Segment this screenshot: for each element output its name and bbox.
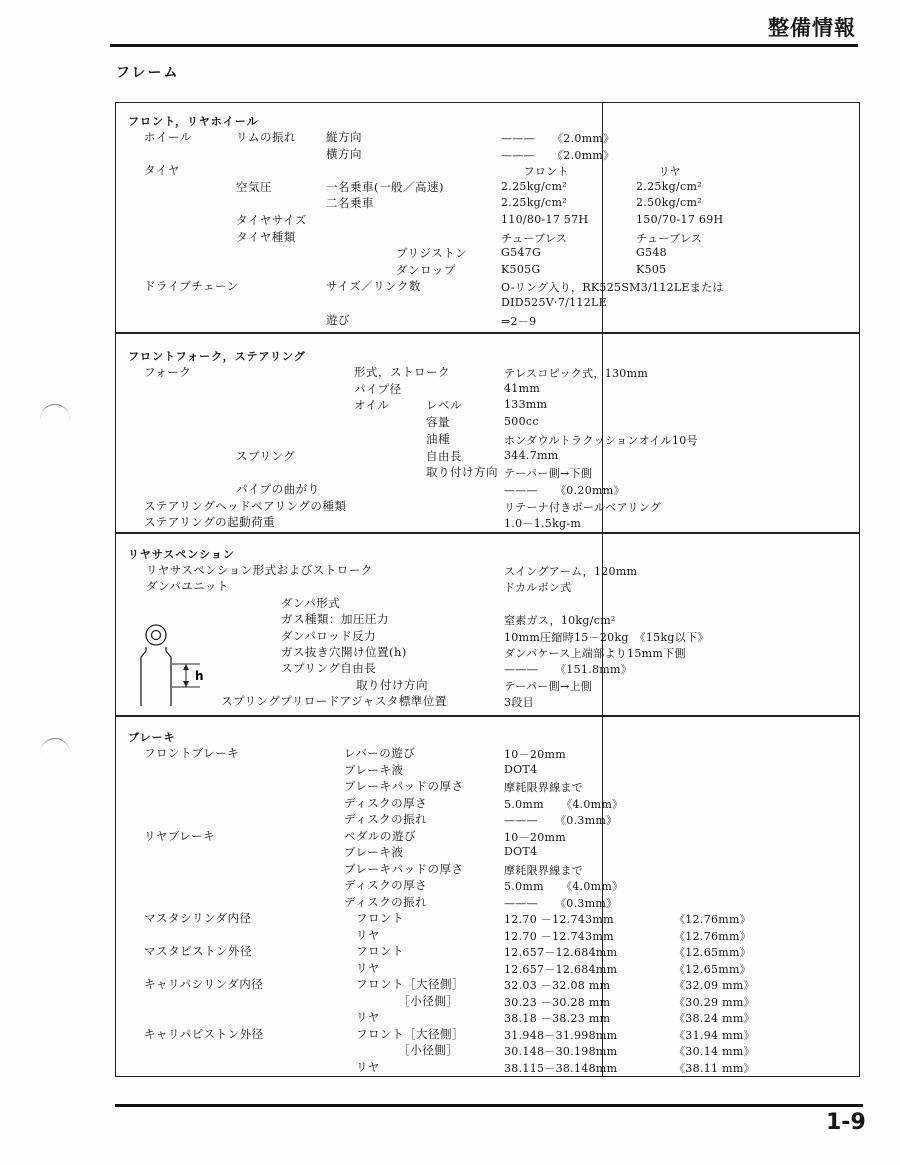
spec-label: スプリングプリロードアジャスタ標準位置 xyxy=(221,694,447,709)
page-number: 1-9 xyxy=(826,1110,866,1135)
suspension-section-title: リヤサスペンション xyxy=(128,548,235,561)
spec-label: リヤ xyxy=(344,960,380,975)
spec-label: 遊び xyxy=(326,312,350,327)
spec-label: ガス抜き穴開け位置(h) xyxy=(281,645,407,659)
page-header-title: 整備情報 xyxy=(768,16,856,40)
spec-label: ディスクの振れ xyxy=(344,894,428,909)
fork-section-title: フロントフォーク，ステアリング xyxy=(128,350,306,363)
spec-value: 12.657－12.684mm xyxy=(504,946,618,959)
spec-label: フォーク xyxy=(144,365,192,379)
spec-value: 12.70 －12.743mm xyxy=(504,929,614,943)
spec-value: ⇒2－9 xyxy=(501,314,537,328)
spec-label: ディスクの厚さ xyxy=(344,878,428,892)
spec-value: 12.70 －12.743mm xyxy=(504,913,614,926)
brake-section-title: ブレーキ xyxy=(128,731,176,744)
spec-value: 《30.14 mm》 xyxy=(674,1045,755,1058)
spec-value: 《12.76mm》 xyxy=(674,929,752,943)
spec-label: パイプの曲がり xyxy=(236,481,320,496)
spec-value: O-リング入り，RK525SM3/112LEまたは xyxy=(501,281,724,295)
section-divider xyxy=(116,715,859,717)
spec-value: ——— 《151.8mm》 xyxy=(504,663,633,677)
spec-label: スプリング自由長 xyxy=(281,661,377,676)
spec-value: 150/70-17 69H xyxy=(636,213,724,226)
spec-value: 《12.76mm》 xyxy=(674,913,752,926)
section-divider xyxy=(116,532,859,534)
spec-value: ホンダウルトラクッションオイル10号 xyxy=(504,433,698,447)
spec-value: フロント xyxy=(501,165,569,179)
spec-label: レベル xyxy=(426,398,462,413)
spec-label: スプリング xyxy=(236,448,296,463)
spec-label: フロント xyxy=(344,944,404,958)
spec-label: ペダルの遊び xyxy=(344,828,416,843)
spec-label: ステアリングの起動荷重 xyxy=(144,515,276,530)
spec-value: 30.148－30.198mm xyxy=(504,1045,618,1058)
spec-value: 10－20mm xyxy=(504,748,566,761)
spec-label: リヤブレーキ xyxy=(144,828,216,843)
h-label: h xyxy=(195,669,204,683)
spec-label: サイズ／リンク数 xyxy=(326,279,421,294)
spec-label: ダンパロッド反力 xyxy=(281,628,377,643)
spec-value: 500cc xyxy=(504,415,539,429)
spec-label: マスタピストン外径 xyxy=(144,944,252,958)
spec-value: リテーナ付きボールベアリング xyxy=(504,500,662,514)
spec-label: ディスクの厚さ xyxy=(344,795,428,810)
spec-value: K505G xyxy=(501,262,541,276)
spec-value: 摩耗限界線まで xyxy=(504,781,584,794)
footer-rule xyxy=(115,1104,863,1107)
spec-value: 110/80-17 57H xyxy=(501,213,589,226)
spec-label: ディスクの振れ xyxy=(344,812,428,826)
spec-label: 一名乗車(一般／高速) xyxy=(326,179,444,194)
spec-label: ブレーキパッドの厚さ xyxy=(344,861,464,876)
spec-value: ——— 《2.0mm》 xyxy=(501,148,615,162)
spec-label: ダンパ形式 xyxy=(281,595,341,610)
spec-value: 《12.65mm》 xyxy=(674,962,752,976)
spec-label: マスタシリンダ内径 xyxy=(144,911,252,925)
spec-value: 2.25kg/cm² xyxy=(501,179,567,193)
spec-label: リヤ xyxy=(344,927,380,942)
spec-label: 空気圧 xyxy=(236,179,272,194)
spec-label: 二名乗車 xyxy=(326,196,374,211)
spec-label: パイプ径 xyxy=(354,381,402,396)
spec-label: リヤ xyxy=(344,1059,380,1074)
spec-label: 取り付け方向 xyxy=(356,677,428,692)
spec-label: ［小径側］ xyxy=(344,1043,459,1057)
header-rule xyxy=(110,44,858,47)
spec-value: 《32.09 mm》 xyxy=(674,979,755,992)
spec-label: タイヤサイズ xyxy=(236,213,307,227)
spec-value: DOT4 xyxy=(504,762,538,776)
spec-label: オイル xyxy=(354,398,390,413)
spec-value: 5.0mm 《4.0mm》 xyxy=(504,880,624,893)
spec-value: テーパー側→上側 xyxy=(504,679,593,693)
spec-label: 形式，ストローク xyxy=(354,365,450,379)
spec-value: ドカルボン式 xyxy=(504,581,572,595)
spec-label: ステアリングヘッドベアリングの種類 xyxy=(144,498,347,513)
spec-value: 38.115－38.148mm xyxy=(504,1061,618,1075)
section-title: フレーム xyxy=(116,65,180,81)
spec-label: フロント xyxy=(344,911,404,925)
spec-value: 5.0mm 《4.0mm》 xyxy=(504,797,624,811)
spec-value: 《12.65mm》 xyxy=(674,946,752,959)
spec-value: 2.25kg/cm² xyxy=(636,179,702,193)
spec-value: チューブレス xyxy=(636,231,703,245)
spec-value: ——— 《0.3mm》 xyxy=(504,814,618,827)
spec-value: G547G xyxy=(501,246,542,260)
spec-value: 《38.24 mm》 xyxy=(674,1012,755,1025)
spec-value: 32.03 －32.08 mm xyxy=(504,979,611,992)
spec-value: 《38.11 mm》 xyxy=(674,1061,755,1075)
spec-label: ブリジストン xyxy=(396,246,468,261)
spec-value: 2.25kg/cm² xyxy=(501,196,567,210)
spec-value: 3段目 xyxy=(504,696,534,710)
spec-label: 容量 xyxy=(426,415,450,430)
spec-value: 38.18 －38.23 mm xyxy=(504,1012,611,1025)
spec-table xyxy=(115,102,860,1077)
spec-value: スイングアーム，120mm xyxy=(504,565,638,578)
spec-label: 横方向 xyxy=(326,146,362,161)
spec-value: ——— 《2.0mm》 xyxy=(501,132,615,145)
spec-value: G548 xyxy=(636,246,667,260)
spec-value: 窒素ガス，10kg/cm² xyxy=(504,614,616,628)
spec-value: 《30.29 mm》 xyxy=(674,995,755,1009)
spec-label: ブレーキパッドの厚さ xyxy=(344,779,464,793)
spec-label: キャリパピストン外径 xyxy=(144,1026,264,1041)
spec-value: 10－20mm xyxy=(504,830,566,844)
spec-value: ——— 《0.20mm》 xyxy=(504,483,625,497)
spec-value: 2.50kg/cm² xyxy=(636,196,702,210)
spec-label: ガス種類：加圧圧力 xyxy=(281,612,389,627)
spec-label: リヤサスペンション形式およびストローク xyxy=(146,563,373,577)
spec-label: ブレーキ液 xyxy=(344,845,404,859)
spec-label: フロント［大径側］ xyxy=(344,1026,464,1041)
spec-label: リムの振れ xyxy=(236,130,296,144)
spec-label: ダンパユニット xyxy=(146,579,229,594)
spec-label: レバーの遊び xyxy=(344,746,416,760)
spec-value: DOT4 xyxy=(504,845,538,858)
spec-value: リヤ xyxy=(636,165,681,179)
spec-value: ダンパケース上端部より15mm下側 xyxy=(504,647,686,660)
spec-value: 1.0－1.5kg-m xyxy=(504,517,582,531)
wheel-section-title: フロント，リヤホイール xyxy=(128,115,259,128)
spec-label: 取り付け方向 xyxy=(426,465,498,480)
spec-value: ——— 《0.3mm》 xyxy=(504,896,618,910)
spec-value: 41mm xyxy=(504,381,541,395)
spec-label: リヤ xyxy=(344,1010,380,1024)
spec-label: フロント［大径側］ xyxy=(344,977,464,991)
spec-value: 344.7mm xyxy=(504,448,559,462)
spec-label: 油種 xyxy=(426,431,450,446)
spec-value: 133mm xyxy=(504,398,548,412)
spec-value: 12.657－12.684mm xyxy=(504,962,618,976)
spec-label: ホイール xyxy=(144,130,192,144)
spec-value: DID525V·7/112LE xyxy=(501,296,607,309)
spec-value: 摩耗限界線まで xyxy=(504,863,584,877)
punch-mark-arc xyxy=(40,738,70,769)
spec-value: 10mm圧縮時15－20kg 《15kg以下》 xyxy=(504,630,709,644)
spec-label: 自由長 xyxy=(426,448,462,463)
spec-value: テーパー側→下側 xyxy=(504,467,593,481)
spec-label: フロントブレーキ xyxy=(144,746,240,760)
section-divider xyxy=(116,332,859,334)
spec-label: 縦方向 xyxy=(326,130,362,144)
spec-label: キャリパシリンダ内径 xyxy=(144,977,264,991)
spec-label: ブレーキ液 xyxy=(344,762,404,777)
spec-value: K505 xyxy=(636,262,667,276)
spec-value: 《31.94 mm》 xyxy=(674,1028,755,1042)
spec-label: タイヤ xyxy=(144,163,180,178)
spec-label: ダンロップ xyxy=(396,262,456,277)
spec-value: チューブレス xyxy=(501,231,568,245)
punch-mark-arc xyxy=(40,404,70,435)
spec-value: 30.23 －30.28 mm xyxy=(504,995,611,1009)
spec-label: タイヤ種類 xyxy=(236,229,296,244)
spec-value: 31.948－31.998mm xyxy=(504,1028,618,1042)
spec-value: テレスコピック式，130mm xyxy=(504,367,649,380)
spec-label: ［小径側］ xyxy=(344,993,459,1008)
spec-label: ドライブチェーン xyxy=(144,279,239,294)
